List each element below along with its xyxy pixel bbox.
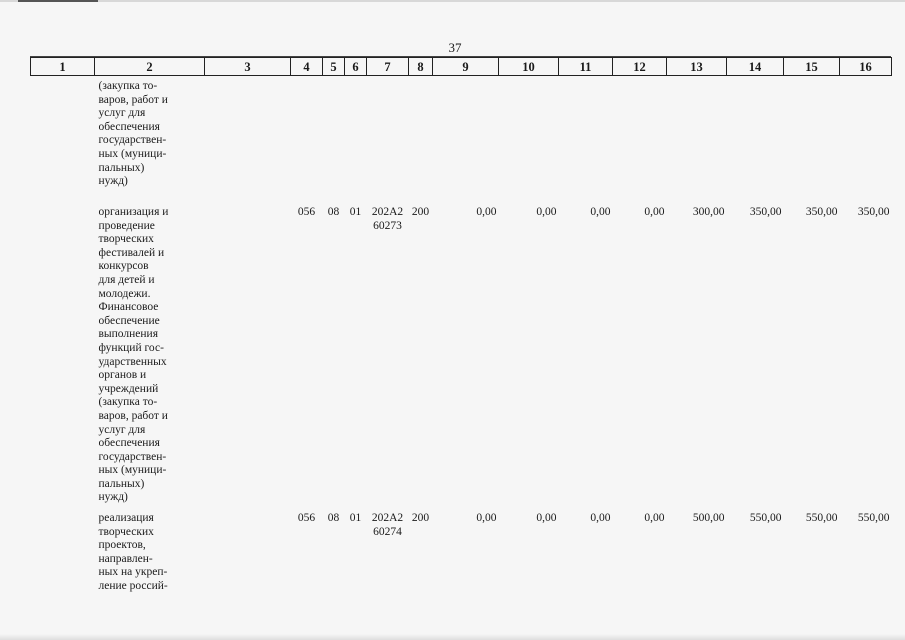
column-header: 2 xyxy=(95,58,205,76)
cell-amount xyxy=(559,76,613,201)
cell-target-article xyxy=(367,76,409,201)
column-header: 3 xyxy=(205,58,291,76)
column-header: 9 xyxy=(433,58,499,76)
column-header: 16 xyxy=(840,58,892,76)
table-row xyxy=(31,76,892,201)
cell-amount: 350,00 xyxy=(805,206,838,218)
cell-subsection: 01 xyxy=(349,512,362,524)
cell-amount: 0,00 xyxy=(644,512,665,524)
cell-expense-type: 200 xyxy=(411,206,430,218)
cell-amount xyxy=(727,76,784,201)
budget-table xyxy=(30,57,892,594)
cell-ministry-code: 056 xyxy=(297,512,316,524)
cell-amount xyxy=(840,76,892,201)
cell-expense-type xyxy=(409,76,433,201)
cell-target-article: 202А2 60274 xyxy=(371,512,404,538)
column-header: 10 xyxy=(499,58,559,76)
row-description: организация и проведение творческих фестивалей и конкурсов для детей и молодежи. Финансовое обеспечение выполнения функций гос- ударственных органов и учреждений (закупка то- варов, работ и услуг для обеспечения государствен- ных (муници- пальных) нужд) xyxy=(98,206,169,504)
row-description: (закупка то- варов, работ и услуг для обеспечения государствен- ных (муници- пальных) нужд) xyxy=(98,80,168,188)
column-number-row xyxy=(31,58,892,76)
column-header: 5 xyxy=(323,58,345,76)
row-description: реализация творческих проектов, направлен- ных на укреп- ление россий- xyxy=(98,512,168,592)
cell-amount: 550,00 xyxy=(857,512,890,524)
cell-ministry-code xyxy=(291,76,323,201)
column-header: 8 xyxy=(409,58,433,76)
cell-amount: 0,00 xyxy=(536,512,557,524)
cell-amount: 500,00 xyxy=(692,512,725,524)
column-header: 14 xyxy=(727,58,784,76)
cell-amount xyxy=(433,76,499,201)
cell-expense-type: 200 xyxy=(411,512,430,524)
page-number: 37 xyxy=(448,40,462,55)
scan-bottom-edge xyxy=(0,634,905,640)
cell-amount xyxy=(667,76,727,201)
cell-amount: 0,00 xyxy=(590,206,611,218)
cell-amount: 550,00 xyxy=(805,512,838,524)
cell-section xyxy=(323,76,345,201)
cell-amount: 0,00 xyxy=(536,206,557,218)
cell-amount: 0,00 xyxy=(476,512,497,524)
column-header: 13 xyxy=(667,58,727,76)
cell-amount: 0,00 xyxy=(476,206,497,218)
cell-subsection: 01 xyxy=(349,206,362,218)
table-row xyxy=(31,200,892,506)
cell-amount xyxy=(499,76,559,201)
cell-target-article: 202А2 60273 xyxy=(371,206,404,232)
cell-amount: 300,00 xyxy=(692,206,725,218)
scan-top-edge xyxy=(0,0,905,2)
cell-amount: 0,00 xyxy=(644,206,665,218)
cell-section: 08 xyxy=(327,206,340,218)
cell-subsection xyxy=(345,76,367,201)
cell-amount xyxy=(784,76,840,201)
cell-amount: 0,00 xyxy=(590,512,611,524)
cell-section: 08 xyxy=(327,512,340,524)
column-header: 6 xyxy=(345,58,367,76)
cell-amount xyxy=(613,76,667,201)
table-row xyxy=(31,506,892,594)
column-header: 1 xyxy=(31,58,95,76)
cell-amount: 350,00 xyxy=(749,206,782,218)
cell-amount: 350,00 xyxy=(857,206,890,218)
cell-ministry-code: 056 xyxy=(297,206,316,218)
column-header: 11 xyxy=(559,58,613,76)
column-header: 7 xyxy=(367,58,409,76)
scan-mark xyxy=(18,0,98,2)
column-header: 15 xyxy=(784,58,840,76)
cell-amount: 550,00 xyxy=(749,512,782,524)
column-header: 4 xyxy=(291,58,323,76)
column-header: 12 xyxy=(613,58,667,76)
